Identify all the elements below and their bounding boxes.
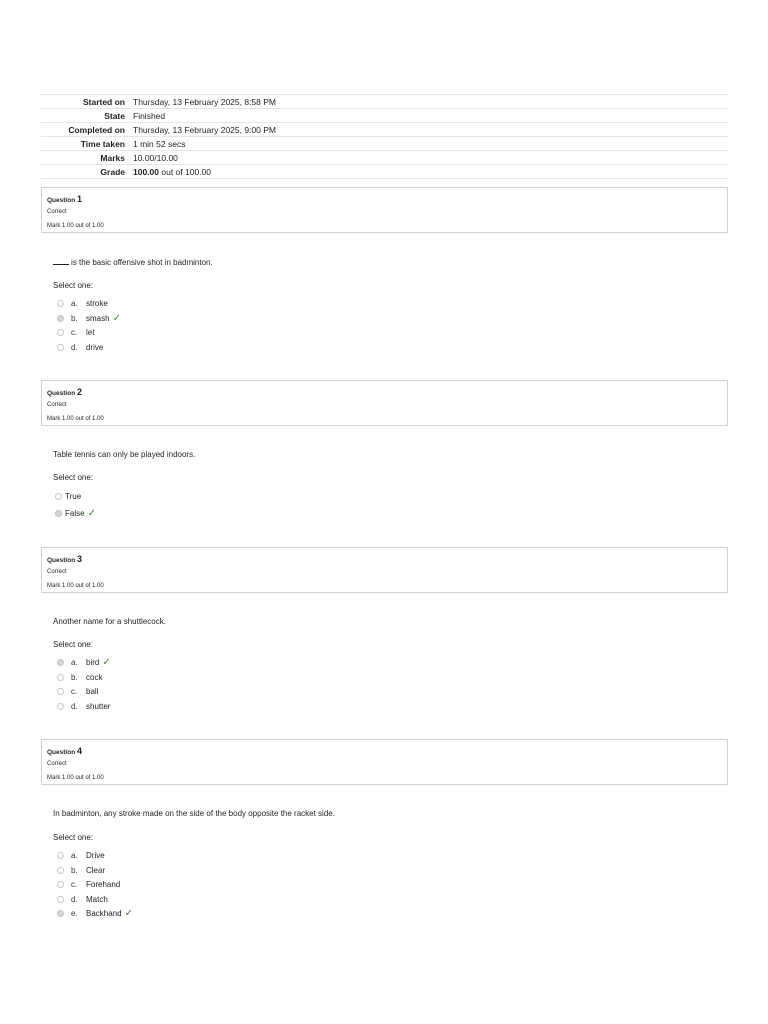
- option-text: shutter: [86, 701, 111, 711]
- summary-row-marks: [41, 151, 729, 165]
- answer-option[interactable]: [57, 297, 108, 309]
- time-taken-label: Time taken: [80, 138, 125, 149]
- radio-button[interactable]: [57, 852, 64, 859]
- question-text: Table tennis can only be played indoors.: [53, 450, 196, 459]
- option-text: False: [65, 508, 85, 518]
- question-mark: Mark 1.00 out of 1.00: [47, 775, 104, 781]
- question-number: [47, 194, 82, 204]
- option-text: drive: [86, 342, 104, 352]
- question-text: In badminton, any stroke made on the side of the body opposite the racket side.: [53, 809, 335, 818]
- correct-check-icon: ✓: [124, 907, 133, 919]
- radio-button[interactable]: [57, 329, 64, 336]
- radio-button[interactable]: [57, 688, 64, 695]
- summary-row-completed: [41, 123, 729, 137]
- option-text: stroke: [86, 298, 108, 308]
- option-text: Forehand: [86, 879, 121, 889]
- option-letter: d.: [71, 894, 78, 904]
- radio-button[interactable]: [57, 867, 64, 874]
- question-info-box: [41, 187, 728, 233]
- radio-button[interactable]: [57, 674, 64, 681]
- answer-option[interactable]: [57, 864, 105, 876]
- grade-value: 100.00: [133, 166, 159, 177]
- option-letter: b.: [71, 313, 78, 323]
- option-text: True: [65, 491, 82, 501]
- answer-option[interactable]: [57, 671, 102, 683]
- completed-on-value: Thursday, 13 February 2025, 9:00 PM: [133, 124, 277, 135]
- marks-label: Marks: [100, 152, 125, 163]
- question-number-value: 1: [76, 194, 82, 204]
- option-letter: b.: [71, 672, 78, 682]
- answer-option[interactable]: [57, 878, 120, 890]
- select-one-prompt: Select one:: [53, 833, 94, 842]
- question-text: Another name for a shuttlecock.: [53, 617, 166, 626]
- answer-option[interactable]: [57, 341, 103, 353]
- question-number: [47, 387, 82, 397]
- answer-option[interactable]: [55, 490, 81, 502]
- radio-button[interactable]: [57, 300, 64, 307]
- answer-option[interactable]: [57, 685, 98, 697]
- correct-check-icon: ✓: [102, 656, 111, 668]
- attempt-summary-table: [41, 94, 729, 179]
- radio-button[interactable]: [55, 493, 62, 500]
- answer-blank: [53, 264, 69, 265]
- question-state: Correct: [47, 209, 67, 215]
- summary-row-grade: [41, 165, 729, 179]
- grade-value-cell: [133, 165, 729, 179]
- summary-row-started: [41, 95, 729, 109]
- question-word: Question: [47, 749, 76, 756]
- answer-option[interactable]: [57, 700, 110, 712]
- question-word: Question: [47, 390, 76, 397]
- option-text: Clear: [86, 865, 106, 875]
- marks-value: 10.00/10.00: [133, 152, 178, 163]
- state-value: Finished: [133, 110, 166, 121]
- summary-row-state: [41, 109, 729, 123]
- started-on-value: Thursday, 13 February 2025, 8:58 PM: [133, 96, 277, 107]
- radio-button[interactable]: [57, 881, 64, 888]
- option-text: smash: [86, 313, 110, 323]
- radio-button[interactable]: [57, 344, 64, 351]
- started-on-label: Started on: [82, 96, 125, 107]
- question-state: Correct: [47, 569, 67, 575]
- answer-option[interactable]: [57, 656, 111, 668]
- radio-button-selected[interactable]: [57, 315, 64, 322]
- option-letter: c.: [71, 327, 78, 337]
- question-text-content: is the basic offensive shot in badminton.: [71, 258, 213, 267]
- option-letter: a.: [71, 298, 78, 308]
- option-text: Backhand: [86, 908, 122, 918]
- option-text: ball: [86, 686, 99, 696]
- option-letter: c.: [71, 879, 78, 889]
- answer-option[interactable]: [57, 849, 105, 861]
- radio-button-selected[interactable]: [57, 659, 64, 666]
- question-mark: Mark 1.00 out of 1.00: [47, 223, 104, 229]
- summary-row-time: [41, 137, 729, 151]
- option-letter: c.: [71, 686, 78, 696]
- question-state: Correct: [47, 402, 67, 408]
- option-letter: d.: [71, 342, 78, 352]
- question-mark: Mark 1.00 out of 1.00: [47, 416, 104, 422]
- answer-option[interactable]: [57, 312, 121, 324]
- radio-button[interactable]: [57, 896, 64, 903]
- option-text: cock: [86, 672, 103, 682]
- radio-button[interactable]: [57, 703, 64, 710]
- question-number-value: 2: [76, 387, 82, 397]
- state-label: State: [104, 110, 125, 121]
- option-text: Match: [86, 894, 108, 904]
- radio-button-selected[interactable]: [57, 910, 64, 917]
- option-letter: a.: [71, 657, 78, 667]
- option-text: bird: [86, 657, 100, 667]
- answer-option[interactable]: [55, 507, 96, 519]
- grade-out-of: out of 100.00: [161, 166, 212, 177]
- option-letter: b.: [71, 865, 78, 875]
- question-state: Correct: [47, 761, 67, 767]
- answer-option[interactable]: [57, 907, 133, 919]
- question-word: Question: [47, 557, 76, 564]
- option-letter: a.: [71, 850, 78, 860]
- select-one-prompt: Select one:: [53, 473, 94, 482]
- option-text: let: [86, 327, 95, 337]
- option-letter: e.: [71, 908, 78, 918]
- question-word: Question: [47, 197, 76, 204]
- answer-option[interactable]: [57, 326, 94, 338]
- option-text: Drive: [86, 850, 105, 860]
- question-text: [53, 258, 213, 267]
- question-mark: Mark 1.00 out of 1.00: [47, 583, 104, 589]
- question-info-box: [41, 380, 728, 426]
- question-number-value: 3: [76, 554, 82, 564]
- answer-option[interactable]: [57, 893, 108, 905]
- question-info-box: [41, 739, 728, 785]
- grade-label: Grade: [100, 166, 125, 177]
- question-number: [47, 554, 82, 564]
- completed-on-label: Completed on: [68, 124, 125, 135]
- question-number: [47, 746, 82, 756]
- option-letter: d.: [71, 701, 78, 711]
- select-one-prompt: Select one:: [53, 281, 94, 290]
- select-one-prompt: Select one:: [53, 640, 94, 649]
- correct-check-icon: ✓: [112, 312, 121, 324]
- correct-check-icon: ✓: [87, 507, 96, 519]
- question-info-box: [41, 547, 728, 593]
- radio-button-selected[interactable]: [55, 510, 62, 517]
- question-number-value: 4: [76, 746, 82, 756]
- time-taken-value: 1 min 52 secs: [133, 138, 186, 149]
